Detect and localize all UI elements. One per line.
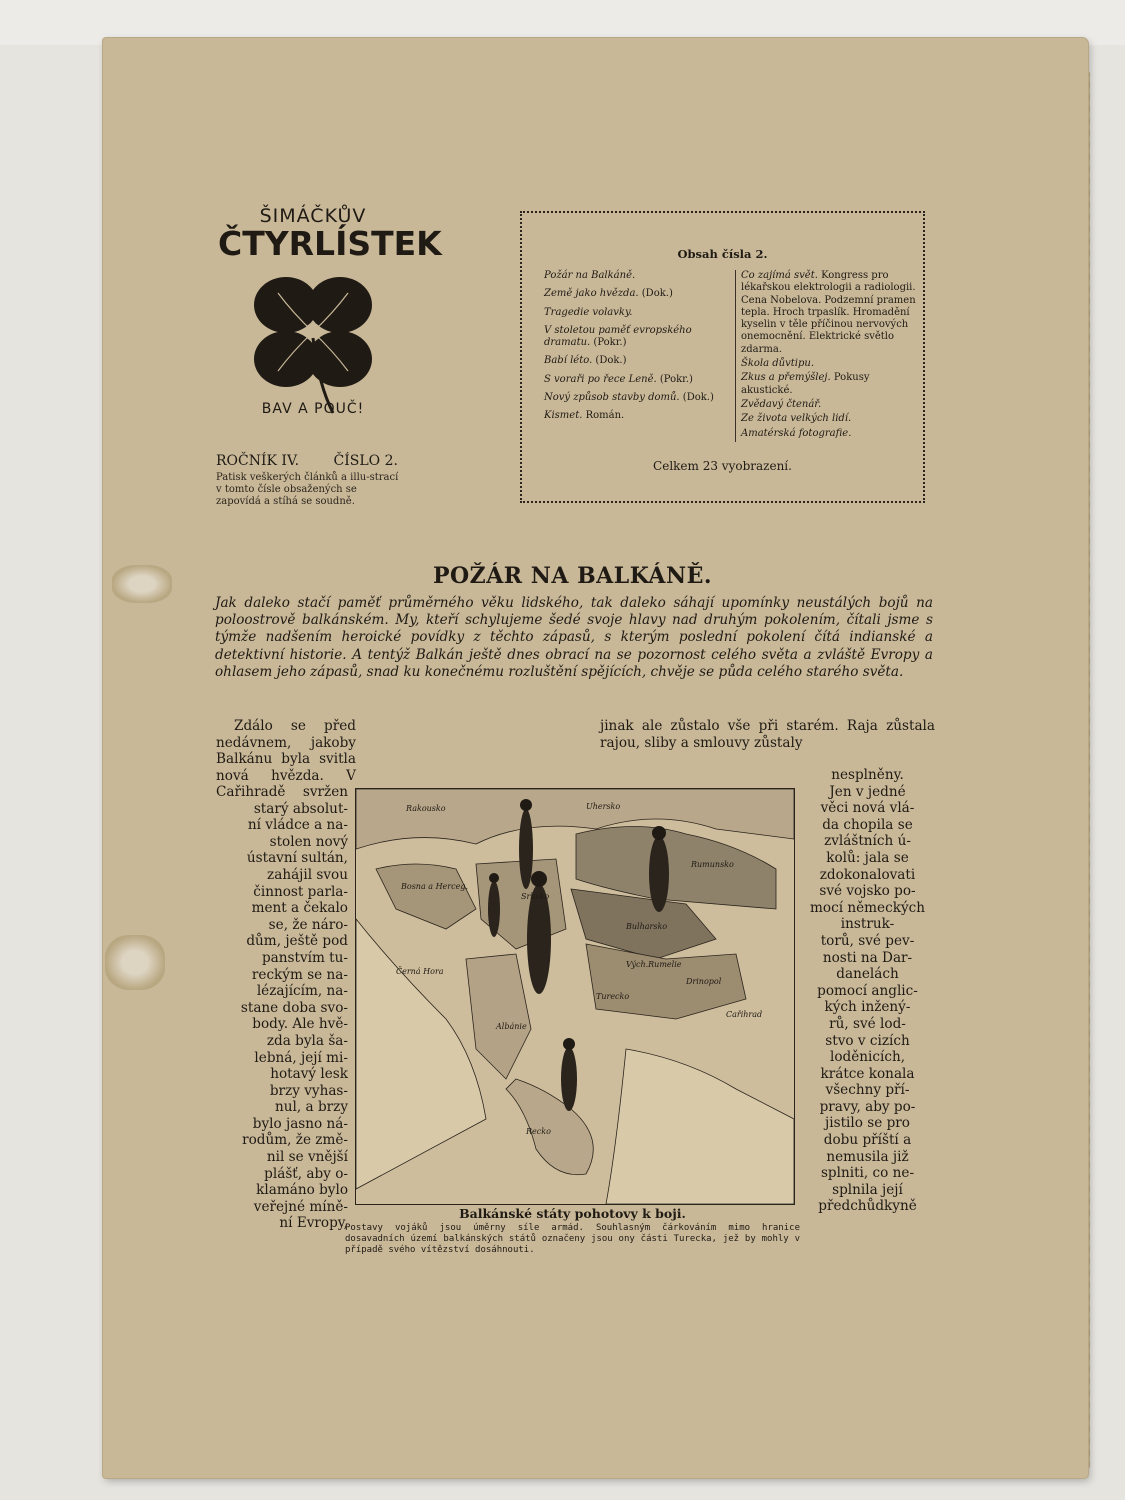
text-line: loděnicích, [829,1049,906,1066]
text-line: nul, a brzy [275,1099,348,1116]
toc-item [741,372,916,397]
toc-item-note: Román. [582,410,625,422]
four-leaf-clover-logo [238,263,388,423]
toc-item [544,392,732,404]
map-label: Bulharsko [626,922,668,931]
article-column-right [600,718,935,751]
text-line: kolů: jala se [826,849,909,866]
text-line: ústavní sultán, [246,850,348,867]
toc-item [741,413,916,425]
toc-item-note: (Dok.) [679,392,714,404]
text-line: kých inžený- [824,999,911,1016]
toc-item [544,307,732,319]
toc-item [544,410,732,422]
text-line: danelách [836,966,899,983]
text-line: hotavý lesk [270,1066,348,1083]
text-line: se, že náro- [268,916,348,933]
map-label: Černá Hora [396,967,444,976]
map-caption-text: Postavy vojáků jsou úměrny síle armád. Souhlasným čárkováním mimo hranice dosavadních území balkánských států označeny jsou ony části Turecka, jež by mohly v případě svého vítězství dosáhnouti. [345,1223,800,1255]
toc-item-title: V stoletou paměť evropského dramatu. [544,324,692,349]
masthead-motto: BAV A POUČ! [261,401,365,417]
text-line: nesplněny. [831,767,904,783]
masthead [218,205,442,417]
toc-item [741,358,916,370]
toc-item-title: Amatérská fotografie. [741,427,852,439]
map-label: Srbsko [521,892,550,901]
toc-item-title: Kismet. [544,410,583,422]
text-line: pravy, aby po- [819,1098,916,1115]
text-line: pomocí anglic- [817,982,918,999]
text-line: dobu příští a [823,1132,912,1149]
toc-item-title: Tragedie volavky. [544,306,633,318]
map-label: Albánie [496,1022,527,1031]
toc-item-title: Co zajímá svět. [741,270,818,281]
toc-item-title: S voraři po řece Leně. [544,373,657,385]
text-line: panstvím tu- [261,949,348,966]
map-label: Vých.Rumelie [626,960,682,969]
text-line: svržen [302,784,348,800]
text-line: instruk- [840,916,895,933]
text-line: všechny pří- [825,1082,910,1099]
text-line: činnost parla- [253,883,348,900]
toc-item-title: Požár na Balkáně. [544,270,636,281]
map-label: Rumunsko [691,860,734,869]
map-label: Turecko [596,992,630,1001]
right-column-top: jinak ale zůstalo vše při starém. Raja zůstala rajou, sliby a smlouvy zůstaly [600,718,935,751]
text-line: rů, své lod- [829,1015,906,1032]
toc-item-title: Zkus a přemýšlej. [741,372,831,384]
text-line: bylo jasno ná- [252,1115,348,1132]
text-line: ní Evropy, [279,1215,348,1232]
text-line: lebná, její mi- [254,1049,348,1066]
binding-tear [112,565,172,603]
toc-left-column [544,270,732,429]
toc-right-column [735,270,916,442]
text-line: body. Ale hvě- [252,1016,348,1033]
text-line: nosti na Dar- [822,949,913,966]
toc-item [544,270,732,282]
text-line: torů, své pev- [820,932,915,949]
map-label: Rakousko [406,804,446,813]
text-line: lézajícím, na- [256,983,348,1000]
issue-line [216,453,428,469]
text-line: předchůdkyně [818,1198,917,1215]
balkan-map-illustration [355,788,795,1205]
text-line: klamáno bylo [256,1182,348,1199]
text-line: splnila její [832,1181,903,1198]
toc-item [544,355,732,367]
toc-item-title: Země jako hvězda. [544,288,639,300]
map-label: Recko [526,1127,551,1136]
text-line: reckým se na- [251,966,348,983]
toc-item-note: (Pokr.) [590,337,627,349]
toc-item-note: (Pokr.) [656,373,693,385]
volume-number: ROČNÍK IV. [216,453,300,469]
toc-total: Celkem 23 vyobrazení. [653,459,792,473]
text-line: rodům, že změ- [242,1132,348,1149]
text-line: dům, ještě pod [246,933,348,950]
text-line: da chopila se [822,816,913,833]
toc-item-title: Ze života velkých lidí. [741,413,852,425]
toc-item-title: Škola důvtipu. [741,358,814,370]
toc-item [741,399,916,411]
toc-item-note: Pokusy akustické. [741,372,870,396]
text-line: nemusila již [826,1148,909,1165]
text-line: své vojsko po- [819,883,916,900]
map-label: Drinopol [686,977,722,986]
text-line: splniti, co ne- [820,1165,915,1182]
text-line: zvláštních ú- [824,833,911,850]
text-line: Jen v jedné [829,783,906,800]
toc-title: Obsah čísla 2. [677,247,768,261]
toc-item [741,428,916,440]
article-headline: POŽÁR NA BALKÁNĚ. [432,563,713,589]
map-label: Bosna a Herceg. [401,882,468,891]
toc-item-note: Kongress pro lékařskou elektrologii a radiologii. Cena Nobelova. Podzemní pramen tepla. Hroch trpaslík. Hromadění kyselin v těle příčinou nervových onemocnění. Elektrické světlo zdarma. [741,270,916,355]
text-line: jistilo se pro [825,1115,910,1132]
toc-item-title: Zvědavý čtenář. [741,398,822,410]
map-label: Uhersko [586,802,621,811]
map-caption [345,1206,800,1256]
binding-tear [105,935,165,990]
left-column-top: Zdálo se před nedávnem, jakoby Balkánu byla svitla nová hvězda. V Cařihradě [216,718,356,801]
text-line: ní vládce a na- [247,817,348,834]
text-line: stvo v cizích [825,1032,910,1049]
text-line: nil se vnější [266,1149,348,1166]
text-line: zahájil svou [267,866,348,883]
copyright-notice: Patisk veškerých článků a illu-strací v tomto čísle obsažených se zapovídá a stíhá se soudně. [216,472,399,507]
text-line: stolen nový [269,833,348,850]
left-column-side-text [216,784,348,1232]
text-line: brzy vyhas- [269,1082,348,1099]
masthead-name: ŠIMÁČKŮV [259,205,367,227]
toc-item [544,325,732,350]
text-line: stane doba svo- [240,999,348,1016]
text-line: věci nová vlá- [820,800,915,817]
text-line: starý absolut- [253,800,348,817]
text-line: veřejné míně- [253,1198,348,1215]
map-label: Cařihrad [726,1010,763,1019]
text-line: krátce konala [820,1065,915,1082]
toc-item-title: Nový způsob stavby domů. [544,392,680,404]
balkan-map-svg [356,789,794,1204]
toc-item-title: Babí léto. [544,355,593,367]
text-line: zda byla ša- [266,1032,348,1049]
toc-item-note: (Dok.) [638,288,673,300]
masthead-title: ČTYRLÍSTEK [218,224,442,263]
toc-item-note: (Dok.) [592,355,627,367]
text-line: mocí německých [810,899,925,916]
toc-item [544,374,732,386]
article-lead: Jak daleko stačí paměť průměrného věku lidského, tak daleko sáhají upomínky neustálých bojů na poloostrově balkánském. My, kteří schylujeme šedé svoje hlavy nad druhým pokolením, čítali jsme s týmže nadšením heroické povídky z těchto zápasů, s kterým poslední pokolení čítá indianské a detektivní historie. A tentýž Balkán ještě dnes obrací na se pozornost celého světa a zvláště Evropy a ohlasem jeho zápasů, snad ku konečnému rozluštění spějících, chvěje se půda celého starého světa. [215,595,933,680]
text-line: ment a čekalo [251,900,348,917]
text-line: plášť, aby o- [264,1165,348,1182]
text-line: zdokonalovati [819,866,916,883]
issue-number: ČÍSLO 2. [333,453,398,469]
toc-item [741,270,916,356]
table-of-contents [520,211,925,503]
toc-item [544,288,732,300]
right-column-side-text [800,767,935,1215]
map-caption-title: Balkánské státy pohotovy k boji. [459,1206,686,1221]
